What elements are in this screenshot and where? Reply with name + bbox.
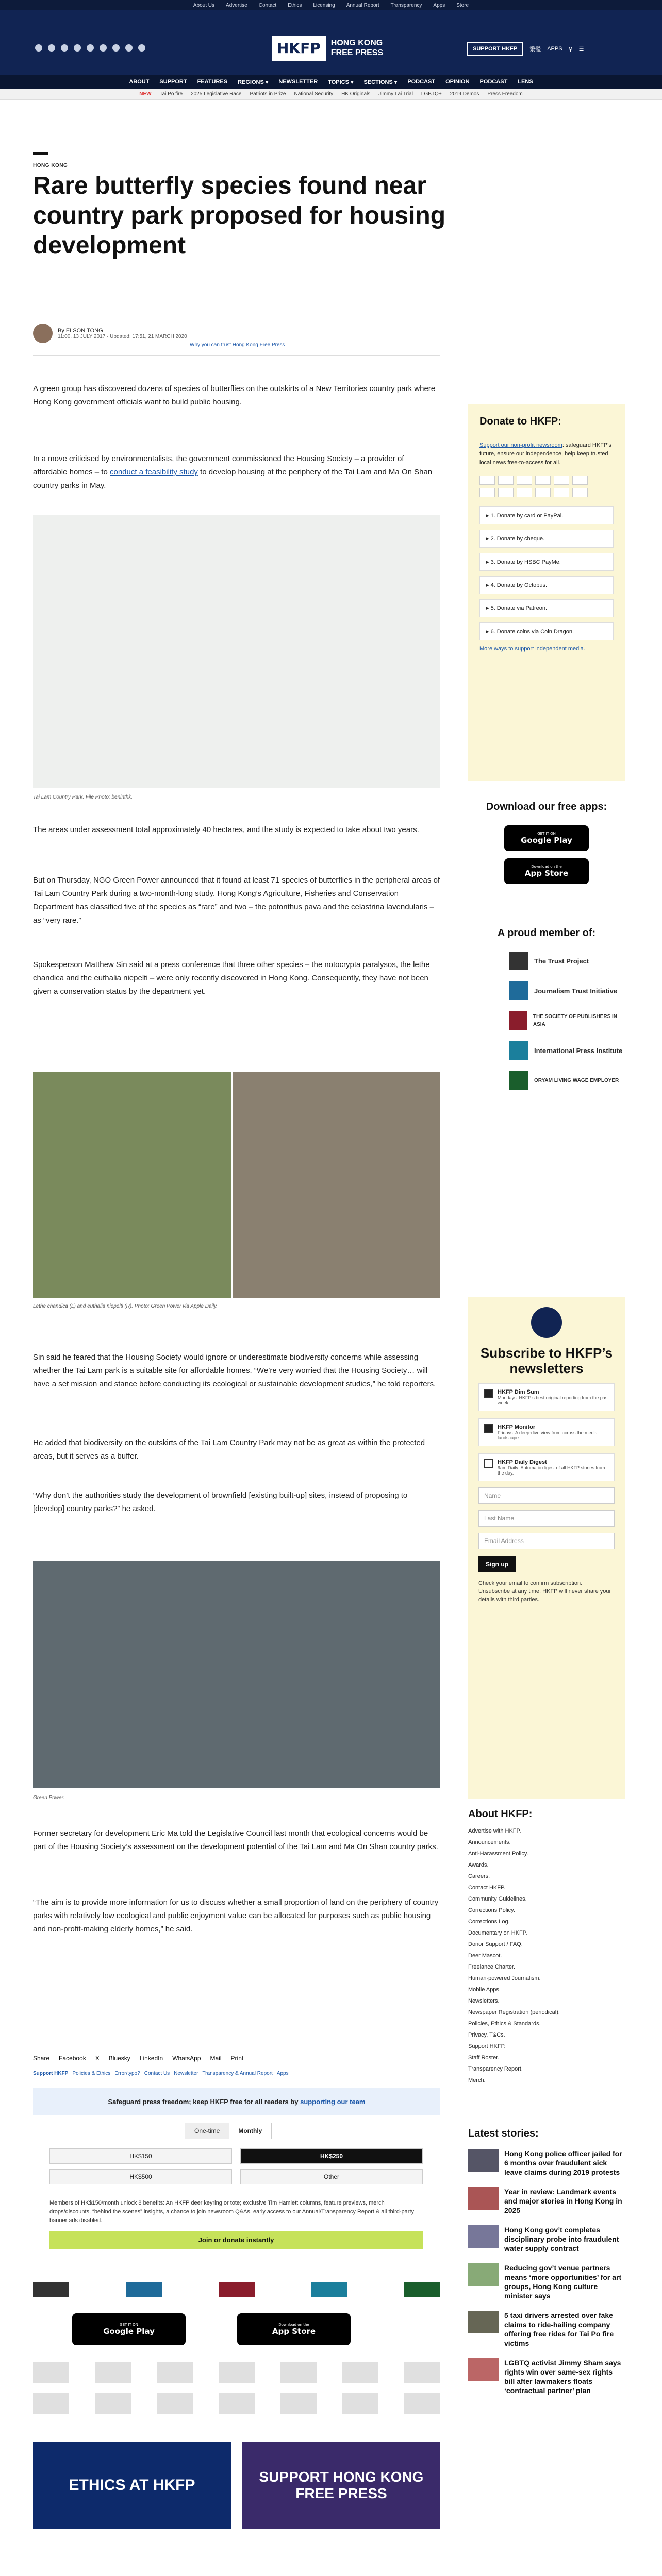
story-thumb <box>468 2149 499 2172</box>
member-org[interactable] <box>509 981 625 1000</box>
about-link[interactable]: Community Guidelines. <box>468 1896 527 1902</box>
linkedin-icon[interactable] <box>100 44 107 52</box>
payment-logos-row2 <box>33 2393 440 2414</box>
newsletter-option[interactable] <box>478 1383 615 1411</box>
support-banner[interactable] <box>242 2442 440 2529</box>
topbar-link[interactable]: Apps <box>433 2 445 8</box>
donate-option[interactable]: ▸ 6. Donate coins via Coin Dragon. <box>479 622 614 640</box>
byline <box>33 324 187 343</box>
topbar-link[interactable]: Ethics <box>288 2 302 8</box>
publish-dates: 11:00, 13 JULY 2017 · Updated: 17:51, 21 MARCH 2020 <box>58 333 187 340</box>
mastercard-logo <box>33 2362 69 2383</box>
donate-intro <box>479 441 614 467</box>
latest-title: Latest stories: <box>468 2128 539 2139</box>
checkbox[interactable] <box>484 1424 493 1433</box>
ipi-logo[interactable] <box>311 2282 347 2297</box>
about-link[interactable]: Policies, Ethics & Standards. <box>468 2021 541 2027</box>
support-hkfp-button[interactable]: SUPPORT HKFP <box>467 42 523 56</box>
newsletter-desc: 9am Daily: Automatic digest of all HKFP stories from the day. <box>498 1465 605 1476</box>
sopa-icon <box>509 1011 527 1030</box>
newsletter-desc: Fridays: A deep-dive view from across the media landscape. <box>498 1430 598 1440</box>
divider <box>33 355 440 356</box>
nav-item[interactable]: ABOUT <box>129 79 150 85</box>
google-play-small: GET IT ON <box>537 832 556 836</box>
donate-option[interactable]: ▸ 3. Donate by HSBC PayMe. <box>479 553 614 571</box>
payme-logo <box>219 2393 255 2414</box>
nav-item[interactable]: PODCAST <box>407 79 436 85</box>
payment-icon <box>498 476 514 485</box>
newsletter-name: HKFP Dim Sum <box>498 1389 539 1395</box>
paragraph: Sin said he feared that the Housing Society would ignore or underestimate biodiversity concerns while assessing whether the Tai Lam park is a suitable site for affordable homes. “We’re very worried that the Housing Society… will have a set mission and stance before conducting its ecological or sustainable development studies,” he told reporters. <box>33 1353 436 1388</box>
jti-logo[interactable] <box>126 2282 162 2297</box>
ethics-banner[interactable] <box>33 2442 231 2529</box>
threads-icon[interactable] <box>125 44 133 52</box>
topic-link[interactable]: Tai Po fire <box>159 91 183 97</box>
newsletter-title: Subscribe to HKFP’s newsletters <box>480 1345 613 1376</box>
member-benefits: Members of HK$150/month unlock 8 benefits: An HKFP deer keyring or tote; exclusive Tim Hamlett columns, feature previews, merch drops/discounts, “behind the scenes” insights, a chance to join newsroom Q&As, early access to our Annual/Transparency Report & all third-party banner ads disabled. <box>49 2200 415 2224</box>
site-logo[interactable] <box>272 33 383 63</box>
last-name-field[interactable]: Last Name <box>478 1510 615 1527</box>
google-play-large: Google Play <box>103 2327 155 2336</box>
tai-lam-photo <box>33 515 440 788</box>
footer-links <box>33 2071 289 2076</box>
payment-icon <box>517 488 532 497</box>
story-title: Hong Kong gov’t completes disciplinary probe into fraudulent water supply contract <box>504 2226 619 2252</box>
about-link[interactable]: Contact HKFP. <box>468 1885 505 1891</box>
topic-link[interactable]: HK Originals <box>341 91 371 97</box>
x-icon[interactable] <box>48 44 55 52</box>
safeguard-banner <box>33 2088 440 2115</box>
image-caption: Lethe chandica (L) and euthalia niepelti (R). Photo: Green Power via Apple Daily. <box>33 1303 218 1309</box>
about-link[interactable]: Awards. <box>468 1862 489 1868</box>
paragraph: Spokesperson Matthew Sin said at a press conference that three other species – the notocrypta paralysos, the lethe chandica and the euthalia niepelti – were only recently discovered in Hong Kong. Consequently, they have not been given a conservation status by the department yet. <box>33 960 430 996</box>
top-utility-bar <box>0 0 662 10</box>
donate-title: Donate to HKFP: <box>479 416 561 427</box>
about-link[interactable]: Documentary on HKFP. <box>468 1930 527 1936</box>
member-org[interactable] <box>509 1041 625 1060</box>
payment-icon <box>572 476 588 485</box>
payment-icon <box>554 488 569 497</box>
about-link[interactable]: Mobile Apps. <box>468 1987 501 1993</box>
payment-icon <box>479 476 495 485</box>
author-name[interactable]: By ELSON TONG <box>58 327 103 334</box>
share-bluesky[interactable]: Bluesky <box>108 2055 130 2062</box>
member-section <box>468 927 625 1101</box>
story-thumb <box>468 2263 499 2286</box>
trust-link[interactable]: Why you can trust Hong Kong Free Press <box>190 342 285 348</box>
google-play-large: Google Play <box>521 836 572 845</box>
kicker-rule <box>33 152 48 155</box>
app-store-badge[interactable] <box>237 2313 351 2345</box>
nav-item[interactable]: LENS <box>518 79 533 85</box>
sidebar-google-play[interactable] <box>504 825 589 851</box>
google-play-small: GET IT ON <box>120 2323 138 2327</box>
topic-link[interactable]: Press Freedom <box>487 91 523 97</box>
topic-link[interactable]: Jimmy Lai Trial <box>378 91 413 97</box>
email-field[interactable]: Email Address <box>478 1533 615 1549</box>
cheque-icon <box>404 2362 440 2383</box>
apple-pay-logo <box>404 2393 440 2414</box>
lethe-chandica-photo <box>33 1072 231 1298</box>
payment-icon <box>498 488 514 497</box>
member-org[interactable] <box>509 1071 625 1090</box>
logo-text <box>331 38 383 58</box>
paragraph-text: to develop housing at the periphery of the Tai Lam and Ma On Shan country parks in May. <box>33 468 433 490</box>
topic-link[interactable]: 2025 Legislative Race <box>191 91 242 97</box>
safeguard-text: Safeguard press freedom; keep HKFP free for all readers by <box>108 2098 301 2106</box>
footer-link[interactable]: Transparency & Annual Report <box>202 2071 273 2076</box>
newsletter-desc: Mondays: HKFP's best original reporting from the past week. <box>498 1395 609 1405</box>
donate-option-label: 2. Donate by cheque. <box>490 536 545 542</box>
paragraph: A green group has discovered dozens of species of butterflies on the outskirts of a New Territories country park where Hong Kong government officials want to build public housing. <box>33 384 436 406</box>
member-org-name: International Press Institute <box>534 1046 623 1055</box>
share-mail[interactable]: Mail <box>210 2055 222 2062</box>
topbar-link[interactable]: Transparency <box>390 2 422 8</box>
donate-intro-text: : safeguard HKFP's future, ensure our independence, help keep trusted local news free-to-access for all. <box>479 442 611 466</box>
author-avatar[interactable] <box>33 324 53 343</box>
latest-story[interactable] <box>468 2187 625 2215</box>
paypal-logo <box>157 2393 193 2414</box>
main-nav <box>0 75 662 89</box>
newsletter-name: HKFP Daily Digest <box>498 1459 547 1465</box>
app-store-small: Download on the <box>278 2323 309 2327</box>
logo-box: HKFP <box>272 36 326 61</box>
bank-icon <box>280 2393 317 2414</box>
nav-item[interactable]: TOPICS ▾ <box>328 79 354 86</box>
latest-section <box>468 2128 625 2405</box>
about-link[interactable]: Transparency Report. <box>468 2066 523 2072</box>
app-store-large: App Store <box>524 869 569 878</box>
article-headline: Rare butterfly species found near country park proposed for housing development <box>33 172 446 259</box>
site-header <box>0 10 662 75</box>
topic-link[interactable]: 2019 Demos <box>450 91 479 97</box>
about-link[interactable]: Careers. <box>468 1873 490 1879</box>
nav-item[interactable]: FEATURES <box>197 79 228 85</box>
about-link[interactable]: Corrections Policy. <box>468 1907 515 1913</box>
topbar-link[interactable]: About Us <box>193 2 215 8</box>
share-label: Share <box>33 2055 50 2062</box>
newsletter-option[interactable] <box>478 1418 615 1446</box>
one-time-tab[interactable]: One-time <box>185 2123 229 2139</box>
hkfp-badge-icon <box>531 1307 562 1338</box>
trust-project-icon <box>509 952 528 970</box>
amount-option[interactable]: Other <box>240 2169 423 2184</box>
paragraph: He added that biodiversity on the outskirts of the Tai Lam Country Park may not be as great as within the protected areas, but it serves as a buffer. <box>33 1438 425 1461</box>
language-switch[interactable]: 繁體 <box>529 46 541 53</box>
newsletter-note: Check your email to confirm subscription. Unsubscribe at any time. HKFP will never share your details with third parties. <box>478 1580 611 1603</box>
latest-story[interactable] <box>468 2311 625 2348</box>
payment-icon <box>535 476 551 485</box>
euthalia-niepelti-photo <box>233 1072 440 1298</box>
donate-option[interactable]: ▸ 5. Donate via Patreon. <box>479 599 614 617</box>
paragraph: “The aim is to provide more information for us to discuss whether a small proportion of land on the periphery of country parks with relatively low ecological and public enjoyment value can be allocated for purposes such as public housing and non-profit-making elderly homes,” he said. <box>33 1898 439 1934</box>
footer-link[interactable]: Support HKFP <box>33 2071 69 2076</box>
unionpay-logo <box>95 2362 131 2383</box>
story-title: 5 taxi drivers arrested over fake claims to ride-hailing company offering free rides for Tai Po fire victims <box>504 2311 614 2347</box>
member-org[interactable] <box>509 952 625 970</box>
topic-link[interactable]: National Security <box>294 91 334 97</box>
share-facebook[interactable]: Facebook <box>59 2055 86 2062</box>
about-link[interactable]: Newsletters. <box>468 1998 500 2004</box>
latest-story[interactable] <box>468 2149 625 2177</box>
latest-story[interactable] <box>468 2225 625 2253</box>
living-wage-icon <box>509 1071 528 1090</box>
topbar-link[interactable]: Advertise <box>226 2 247 8</box>
about-link[interactable]: Privacy, T&Cs. <box>468 2032 505 2038</box>
jcb-logo <box>280 2362 317 2383</box>
topic-bar <box>0 89 662 100</box>
member-org-name: The Trust Project <box>534 957 589 965</box>
sidebar-app-store[interactable] <box>504 858 589 884</box>
about-link[interactable]: Corrections Log. <box>468 1919 510 1925</box>
green-power-photo <box>33 1561 440 1788</box>
story-title: Year in review: Landmark events and major stories in Hong Kong in 2025 <box>504 2188 622 2214</box>
topbar-link[interactable]: Annual Report <box>346 2 379 8</box>
paragraph-text: In a move criticised by environmentalists, the government commissioned the Housing Society – a provider of affordable homes – to <box>33 454 404 477</box>
story-title: Reducing gov’t venue partners means ‘more opportunities’ for art groups, Hong Kong culture minister says <box>504 2264 622 2300</box>
diners-logo <box>342 2362 378 2383</box>
first-name-field[interactable]: Name <box>478 1487 615 1504</box>
category-kicker[interactable]: HONG KONG <box>33 163 68 168</box>
topic-link[interactable]: Patriots in Prize <box>250 91 286 97</box>
nav-item[interactable]: REGIONS ▾ <box>238 79 269 86</box>
search-icon[interactable]: ⚲ <box>568 46 573 53</box>
footer-link[interactable]: Error/typo? <box>114 2071 140 2076</box>
about-link[interactable]: Freelance Charter. <box>468 1964 516 1970</box>
newsletter-name: HKFP Monitor <box>498 1424 536 1430</box>
amount-option[interactable]: HK$500 <box>49 2169 232 2184</box>
donate-option[interactable]: ▸ 1. Donate by card or PayPal. <box>479 506 614 524</box>
join-donate-button[interactable]: Join or donate instantly <box>49 2231 423 2249</box>
donate-option-label: 1. Donate by card or PayPal. <box>490 513 564 519</box>
latest-story[interactable] <box>468 2263 625 2300</box>
ipi-icon <box>509 1041 528 1060</box>
payment-icons <box>479 476 614 497</box>
member-org-name: ORYAM LIVING WAGE EMPLOYER <box>534 1077 619 1083</box>
patreon-logo <box>95 2393 131 2414</box>
jti-icon <box>509 981 528 1000</box>
about-link[interactable]: Announcements. <box>468 1839 511 1845</box>
topic-link[interactable]: LGBTQ+ <box>421 91 442 97</box>
telegram-icon[interactable] <box>87 44 94 52</box>
about-link[interactable]: Merch. <box>468 2077 486 2083</box>
donate-option-label: 4. Donate by Octopus. <box>490 582 548 588</box>
about-section <box>468 1808 625 2086</box>
nav-item[interactable]: PODCAST <box>479 79 508 85</box>
logo-text-line2: FREE PRESS <box>330 48 384 57</box>
nav-item[interactable]: SUPPORT <box>159 79 187 85</box>
share-print[interactable]: Print <box>230 2055 244 2062</box>
donate-box <box>468 404 625 781</box>
about-link[interactable]: Newspaper Registration (periodical). <box>468 2009 560 2015</box>
nav-item[interactable]: OPINION <box>445 79 470 85</box>
topbar-link[interactable]: Contact <box>258 2 277 8</box>
story-title: LGBTQ activist Jimmy Sham says rights win over same-sex rights bill after lawmakers floats ‘contractual partner’ plan <box>504 2359 621 2395</box>
apps-title: Download our free apps: <box>486 801 607 812</box>
app-badges <box>72 2313 351 2345</box>
new-badge: NEW <box>139 91 152 97</box>
payment-logos-row1 <box>33 2362 440 2383</box>
donate-option-label: 3. Donate by HSBC PayMe. <box>490 559 561 565</box>
about-title: About HKFP: <box>468 1808 533 1820</box>
apps-section <box>468 801 625 884</box>
header-actions <box>467 42 584 56</box>
payment-icon <box>554 476 569 485</box>
member-org[interactable] <box>509 1011 625 1030</box>
payment-icon <box>572 488 588 497</box>
member-org-name: THE SOCIETY OF PUBLISHERS IN ASIA <box>533 1014 618 1027</box>
payment-icon <box>479 488 495 497</box>
share-whatsapp[interactable]: WhatsApp <box>172 2055 201 2062</box>
nonprofit-link[interactable]: Support our non-profit newsroom <box>479 442 562 448</box>
about-link[interactable]: Donor Support / FAQ. <box>468 1941 523 1947</box>
about-link[interactable]: Deer Mascot. <box>468 1953 502 1959</box>
checkbox[interactable] <box>484 1459 493 1468</box>
app-store-large: App Store <box>272 2327 316 2336</box>
footer-link[interactable]: Apps <box>276 2071 289 2076</box>
payment-icon <box>517 476 532 485</box>
google-play-badge[interactable] <box>72 2313 186 2345</box>
logo-text-line1: HONG KONG <box>330 39 383 47</box>
donate-option-label: 6. Donate coins via Coin Dragon. <box>490 629 574 635</box>
about-link[interactable]: Support HKFP. <box>468 2043 506 2049</box>
about-link[interactable]: Advertise with HKFP. <box>468 1828 521 1834</box>
menu-icon[interactable]: ☰ <box>578 46 584 53</box>
image-caption: Green Power. <box>33 1795 65 1801</box>
member-org-name: Journalism Trust Initiative <box>534 987 618 995</box>
newsletter-option[interactable] <box>478 1453 615 1481</box>
about-link[interactable]: Human-powered Journalism. <box>468 1975 541 1981</box>
about-link[interactable]: Anti-Harassment Policy. <box>468 1851 528 1857</box>
bluesky-icon[interactable] <box>112 44 120 52</box>
monthly-tab[interactable]: Monthly <box>229 2123 271 2139</box>
paragraph: “Why don’t the authorities study the development of brownfield [existing built-up] sites, instead of proposing to [develop] country parks?” he asked. <box>33 1491 408 1513</box>
topbar-link[interactable]: Licensing <box>313 2 335 8</box>
signup-button[interactable]: Sign up <box>478 1556 516 1572</box>
youtube-icon[interactable] <box>74 44 81 52</box>
story-thumb <box>468 2358 499 2381</box>
living-wage-logo[interactable] <box>404 2282 440 2297</box>
sopa-logo[interactable] <box>219 2282 255 2297</box>
donate-option-label: 5. Donate via Patreon. <box>490 605 548 612</box>
story-thumb <box>468 2311 499 2333</box>
amex-logo <box>219 2362 255 2383</box>
newsletter-box <box>468 1297 625 1799</box>
topbar-link[interactable]: Store <box>456 2 469 8</box>
about-link[interactable]: Staff Roster. <box>468 2055 500 2061</box>
story-thumb <box>468 2225 499 2248</box>
mastodon-icon[interactable] <box>138 44 145 52</box>
nav-item[interactable]: NEWSLETTER <box>278 79 318 85</box>
support-team-link[interactable]: supporting our team <box>300 2098 366 2106</box>
checkbox[interactable] <box>484 1389 493 1398</box>
ethics-banner-text: ETHICS AT HKFP <box>69 2477 195 2494</box>
paragraph <box>33 452 440 493</box>
donate-option[interactable]: ▸ 4. Donate by Octopus. <box>479 576 614 594</box>
app-store-small: Download on the <box>531 865 562 869</box>
trust-project-logo[interactable] <box>33 2282 69 2297</box>
share-bar <box>33 2055 243 2062</box>
amount-option-selected[interactable]: HK$250 <box>240 2148 423 2164</box>
amount-option[interactable]: HK$150 <box>49 2148 232 2164</box>
google-pay-logo <box>342 2393 378 2414</box>
facebook-icon[interactable] <box>35 44 42 52</box>
latest-story[interactable] <box>468 2358 625 2395</box>
visa-logo <box>157 2362 193 2383</box>
payment-icon <box>535 488 551 497</box>
more-ways-link[interactable]: More ways to support independent media. <box>479 646 585 652</box>
frequency-toggle <box>185 2123 272 2139</box>
paragraph: Former secretary for development Eric Ma told the Legislative Council last month that ecological concerns would be part of the Housing Society’s assessment on the development potential of the Tai Lam and Ma On Shan country parks. <box>33 1829 438 1851</box>
image-caption: Tai Lam Country Park. File Photo: beninthk. <box>33 794 133 800</box>
instagram-icon[interactable] <box>61 44 68 52</box>
nav-item[interactable]: SECTIONS ▾ <box>363 79 398 86</box>
member-logo-strip <box>33 2282 440 2297</box>
apps-link[interactable]: APPS <box>547 46 562 52</box>
footer-link[interactable]: Newsletter <box>174 2071 198 2076</box>
feasibility-study-link[interactable]: conduct a feasibility study <box>110 468 198 477</box>
story-title: Hong Kong police officer jailed for 6 months over fraudulent sick leave claims during 2019 protests <box>504 2149 622 2176</box>
support-banner-text: SUPPORT HONG KONG FREE PRESS <box>259 2469 424 2501</box>
octopus-logo <box>33 2393 69 2414</box>
paragraph: The areas under assessment total approximately 40 hectares, and the study is expected to take about two years. <box>33 825 419 834</box>
story-thumb <box>468 2187 499 2210</box>
share-x[interactable]: X <box>95 2055 100 2062</box>
paragraph: But on Thursday, NGO Green Power announced that it found at least 71 species of butterflies in the peripheral areas of Tai Lam Country Park during a two-month-long study. Hong Kong’s Agriculture, Fisheries and Conservation Department has classified five of the species as “rare” and two – the potonthus pava and the celastrina lavendularis – as “very rare.” <box>33 876 440 925</box>
footer-link[interactable]: Contact Us <box>144 2071 170 2076</box>
footer-link[interactable]: Policies & Ethics <box>72 2071 111 2076</box>
donate-option[interactable]: ▸ 2. Donate by cheque. <box>479 530 614 548</box>
member-title: A proud member of: <box>497 927 596 939</box>
share-linkedin[interactable]: LinkedIn <box>139 2055 163 2062</box>
social-links <box>35 44 145 52</box>
